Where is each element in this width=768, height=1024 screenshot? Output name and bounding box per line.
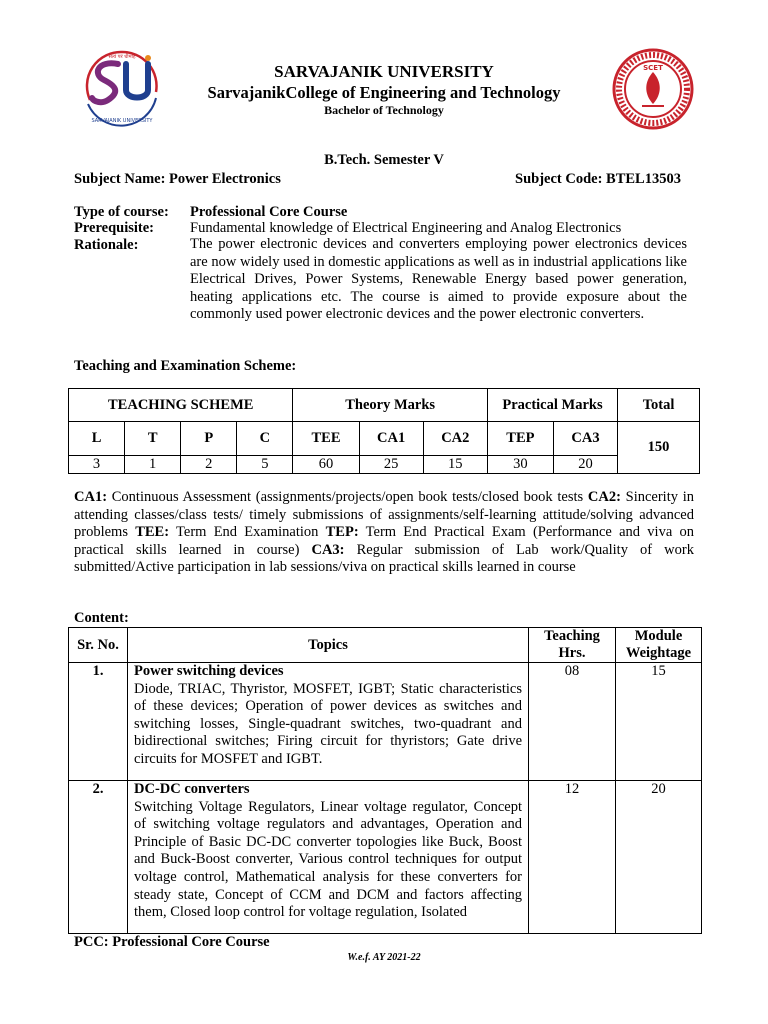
row-hrs: 08 bbox=[529, 663, 616, 781]
content-table bbox=[68, 627, 702, 934]
scheme-heading: Teaching and Examination Scheme: bbox=[74, 358, 297, 374]
col-tep: TEP bbox=[487, 422, 553, 456]
footer-note bbox=[74, 934, 270, 951]
col-c: C bbox=[237, 422, 293, 456]
abbr-term: TEP: bbox=[325, 524, 359, 541]
val-p: 2 bbox=[181, 456, 237, 474]
semester-title: B.Tech. Semester V bbox=[324, 152, 444, 168]
course-type-label: Type of course: bbox=[74, 204, 169, 220]
val-ca2: 15 bbox=[423, 456, 487, 474]
teaching-scheme-table bbox=[68, 388, 700, 474]
row-topic bbox=[128, 781, 529, 934]
val-c: 5 bbox=[237, 456, 293, 474]
col-t: T bbox=[125, 422, 181, 456]
scheme-group-row bbox=[69, 389, 700, 422]
abbr-desc: Term End Practical Exam (Performance and viva on practical skills learned in course) bbox=[74, 524, 694, 558]
pcc-value: Professional Core Course bbox=[108, 934, 270, 950]
col-teaching-hrs: Teaching Hrs. bbox=[529, 628, 616, 663]
group-teaching: TEACHING SCHEME bbox=[69, 389, 293, 422]
table-row bbox=[69, 781, 702, 934]
topic-title: Power switching devices bbox=[134, 663, 284, 679]
subject-code: Subject Code: BTEL13503 bbox=[515, 171, 681, 187]
abbr-desc: Sincerity in attending classes/class tests/ timely submissions of assignments/self-learning attitude/solving advanced problems bbox=[74, 489, 694, 541]
col-ca1: CA1 bbox=[359, 422, 423, 456]
prerequisite-label: Prerequisite: bbox=[74, 220, 154, 236]
abbr-term: CA3: bbox=[311, 541, 345, 558]
topic-description: Switching Voltage Regulators, Linear voltage regulator, Concept of switching voltage regulators and advantages, Operation and Principle of Basic DC-DC converter topologies like Buck, Boost and Buck-Boost converter, Various control techniques for output voltage control, Mathematical analysis for these converters for steady state, Concept of CCM and DCM and factors affecting them, Closed loop control for voltage regulation, Isolated bbox=[134, 798, 522, 921]
col-p: P bbox=[181, 422, 237, 456]
abbr-term: TEE: bbox=[135, 524, 170, 541]
rationale-label: Rationale: bbox=[74, 237, 139, 253]
row-weight: 15 bbox=[616, 663, 702, 781]
scheme-values-row bbox=[69, 456, 700, 474]
col-module-weightage: Module Weightage bbox=[616, 628, 702, 663]
val-ca3: 20 bbox=[553, 456, 617, 474]
val-t: 1 bbox=[125, 456, 181, 474]
topic-description: Diode, TRIAC, Thyristor, MOSFET, IGBT; Static characteristics of these devices; Operation of power devices as switches and switching losses, Single-quadrant switches, two-quadrant and bidirectional switches; Firing circuit for thyristors; Gate drive circuits for MOSFET and IGBT. bbox=[134, 680, 522, 767]
abbr-term: CA2: bbox=[587, 489, 621, 505]
col-l: L bbox=[69, 422, 125, 456]
row-weight: 20 bbox=[616, 781, 702, 934]
group-practical: Practical Marks bbox=[487, 389, 617, 422]
col-sr-no: Sr. No. bbox=[69, 628, 128, 663]
row-sr: 2. bbox=[69, 781, 128, 934]
subject-name: Subject Name: Power Electronics bbox=[74, 171, 281, 187]
group-total: Total bbox=[618, 389, 700, 422]
row-hrs: 12 bbox=[529, 781, 616, 934]
abbr-term: CA1: bbox=[74, 489, 108, 505]
val-ca1: 25 bbox=[359, 456, 423, 474]
content-header-row bbox=[69, 628, 702, 663]
col-ca2: CA2 bbox=[423, 422, 487, 456]
abbreviation-legend bbox=[74, 489, 694, 577]
val-tee: 60 bbox=[293, 456, 359, 474]
content-heading: Content: bbox=[74, 610, 129, 626]
rationale-text: The power electronic devices and converters employing power electronics devices are now widely used in domestic applications as well as in industrial applications like Electrical Drives, Power Systems, Renewable Energy based power generation, heating applications etc. The course is aimed to provide exposure about the commonly used power electronic devices and the power electronic converters. bbox=[190, 236, 687, 323]
table-row bbox=[69, 663, 702, 781]
col-tee: TEE bbox=[293, 422, 359, 456]
row-sr: 1. bbox=[69, 663, 128, 781]
col-topics: Topics bbox=[128, 628, 529, 663]
abbr-desc: Term End Examination bbox=[169, 524, 326, 541]
abbr-desc: Regular submission of Lab work/Quality of work submitted/Active participation in lab sessions/viva on practical skills learned in course bbox=[74, 541, 694, 576]
row-topic bbox=[128, 663, 529, 781]
logo-ring-text: SARVAJANIK UNIVERSITY bbox=[91, 118, 153, 124]
topic-title: DC-DC converters bbox=[134, 781, 250, 797]
scheme-columns-row bbox=[69, 422, 700, 456]
university-name: SARVAJANIK UNIVERSITY bbox=[274, 62, 494, 81]
total-value: 150 bbox=[618, 422, 700, 474]
val-tep: 30 bbox=[487, 456, 553, 474]
college-name: SarvajanikCollege of Engineering and Technology bbox=[207, 83, 561, 102]
prerequisite-value: Fundamental knowledge of Electrical Engineering and Analog Electronics bbox=[190, 220, 622, 236]
group-theory: Theory Marks bbox=[293, 389, 487, 422]
col-ca3: CA3 bbox=[553, 422, 617, 456]
course-type-value: Professional Core Course bbox=[190, 204, 348, 220]
degree-name: Bachelor of Technology bbox=[324, 103, 444, 117]
val-l: 3 bbox=[69, 456, 125, 474]
abbr-desc: Continuous Assessment (assignments/projects/open book tests/closed book tests bbox=[107, 489, 588, 505]
seal-letters: SCET bbox=[643, 64, 663, 72]
effective-year: W.e.f. AY 2021-22 bbox=[347, 952, 421, 963]
pcc-label: PCC: bbox=[74, 934, 109, 950]
logo-motto: सत्यं परं धीमहि bbox=[108, 54, 136, 60]
